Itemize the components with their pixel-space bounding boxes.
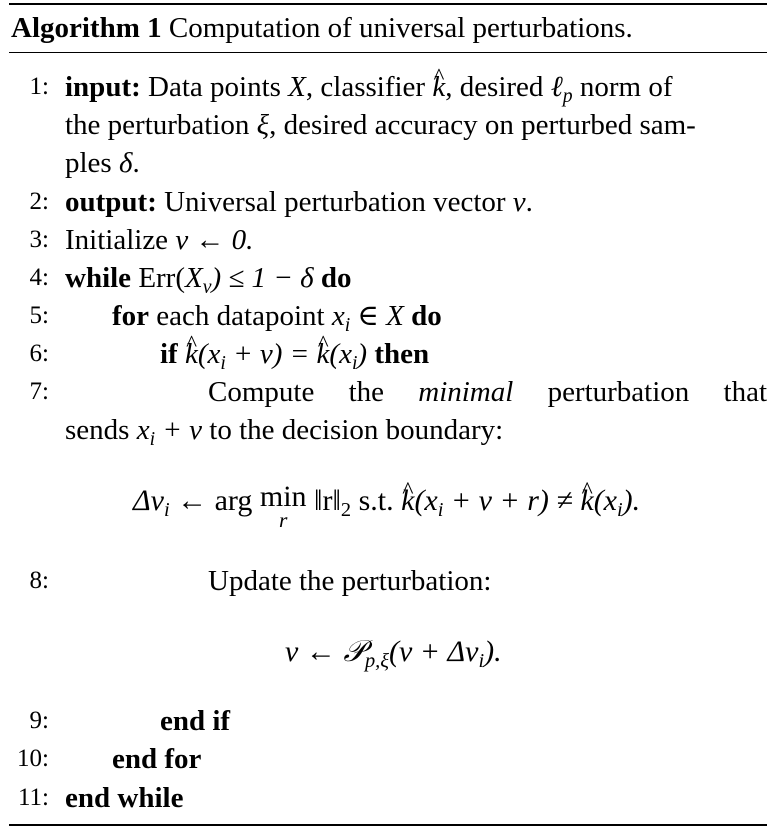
text: each datapoint <box>156 300 325 332</box>
math-in-X: ∈ X <box>350 300 404 332</box>
keyword-output: output: <box>65 186 157 218</box>
math-i: i <box>220 351 226 374</box>
line-8 <box>208 562 491 600</box>
math: ). <box>622 484 641 517</box>
math-i: i <box>344 313 351 336</box>
math-i: i <box>478 650 485 673</box>
line-number-10: 10: <box>17 745 49 772</box>
text: Universal perturbation vector <box>164 186 506 218</box>
math-projection: 𝒫 <box>343 634 365 669</box>
math: + v) = <box>225 338 317 370</box>
math-x: x <box>331 300 345 332</box>
text: ples <box>65 147 112 179</box>
math: (v + Δv <box>389 635 479 668</box>
keyword-while: while <box>65 262 132 294</box>
keyword-then: then <box>374 338 430 370</box>
argmin <box>259 480 307 532</box>
line-1-wrap-1 <box>65 106 696 144</box>
math: ). <box>484 635 502 668</box>
line-1-wrap-2 <box>65 144 140 182</box>
emphasis-minimal: minimal <box>418 376 514 408</box>
math: + v <box>155 414 203 446</box>
text: to the decision boundary: <box>209 414 504 446</box>
math-init: v ← 0. <box>175 224 254 256</box>
keyword-do: do <box>411 300 442 332</box>
text: Initialize <box>65 224 169 256</box>
equation-delta-v <box>133 480 641 532</box>
math-arrow-arg: ← arg <box>169 484 253 517</box>
line-number-7: 7: <box>29 378 49 405</box>
math-i: i <box>437 499 444 522</box>
math-khat: ^ k <box>317 335 330 373</box>
math-x: x <box>136 414 150 446</box>
math-khat: ^ k <box>185 335 198 373</box>
text: sends <box>65 414 130 446</box>
line-number-3: 3: <box>29 226 49 253</box>
math-p: p <box>562 84 573 107</box>
caption-title: Computation of universal perturbations. <box>168 12 633 44</box>
keyword-for: for <box>112 300 150 332</box>
math: (x <box>329 338 352 370</box>
algorithm-block <box>9 0 767 835</box>
math-min: min <box>259 480 307 513</box>
math-delta: δ <box>118 147 133 179</box>
keyword-if: if <box>160 338 178 370</box>
math-i: i <box>351 351 358 374</box>
math-p-xi: p,ξ <box>364 650 389 673</box>
math-v: v <box>512 186 526 218</box>
keyword-end-for: end for <box>112 743 202 775</box>
text: Update the perturbation: <box>208 565 492 597</box>
line-3 <box>65 221 253 259</box>
line-10 <box>112 740 201 778</box>
math-khat: ^ k <box>432 68 445 106</box>
math-r: r <box>279 508 288 532</box>
line-7-wrap <box>65 411 503 458</box>
math-i: i <box>617 499 623 522</box>
math: (x <box>197 338 221 370</box>
text: , desired accuracy on perturbed sam- <box>269 109 696 141</box>
line-number-1: 1: <box>29 73 49 100</box>
line-number-11: 11: <box>17 784 49 811</box>
math-two: 2 <box>340 499 352 522</box>
text: Compute the <box>208 376 384 408</box>
text: , classifier <box>305 71 426 103</box>
line-number-2: 2: <box>29 188 49 215</box>
math-X: X <box>288 71 306 103</box>
keyword-do: do <box>320 262 352 294</box>
keyword-end-if: end if <box>160 705 231 737</box>
math: + v + r) ≠ <box>443 484 581 517</box>
caption-rule <box>9 52 767 53</box>
math-delta-v: Δv <box>133 484 164 517</box>
math-khat: ^ k <box>401 482 414 520</box>
math: ) <box>357 338 368 370</box>
math-ell: ℓ <box>550 71 563 103</box>
math-khat: ^ k <box>580 482 593 520</box>
line-7 <box>208 373 767 411</box>
text: , desired <box>445 71 544 103</box>
math-norm: ‖r‖ <box>306 484 341 517</box>
top-rule <box>9 3 767 5</box>
text: perturbation that <box>547 376 768 408</box>
text: Data points <box>148 71 281 103</box>
equation-update <box>285 633 502 680</box>
math: (x <box>414 484 438 517</box>
text: norm of <box>579 71 673 103</box>
math-lhs: v ← <box>285 635 344 668</box>
bottom-rule <box>9 824 767 826</box>
math-i: i <box>163 499 170 522</box>
text: . <box>525 186 533 218</box>
algorithm-caption <box>11 11 633 45</box>
math-v-sub: v <box>202 275 212 298</box>
line-number-6: 6: <box>29 340 49 367</box>
keyword-input: input: <box>65 71 141 103</box>
math-condition: ) ≤ 1 − δ <box>211 262 314 294</box>
line-number-9: 9: <box>29 707 49 734</box>
line-2 <box>65 183 533 221</box>
line-number-8: 8: <box>29 567 49 594</box>
keyword-end-while: end while <box>65 782 184 814</box>
text-st: s.t. <box>351 484 402 517</box>
line-number-4: 4: <box>29 264 49 291</box>
line-number-5: 5: <box>29 302 49 329</box>
text: . <box>132 147 140 179</box>
text: the perturbation <box>65 109 250 141</box>
line-11 <box>65 779 183 817</box>
math: (x <box>593 484 617 517</box>
caption-label: Algorithm 1 <box>11 12 162 44</box>
math-i: i <box>149 427 156 450</box>
math-xi: ξ <box>256 109 270 141</box>
line-9 <box>160 702 230 740</box>
math-err: Err( <box>138 262 185 294</box>
math-X: X <box>185 262 203 294</box>
